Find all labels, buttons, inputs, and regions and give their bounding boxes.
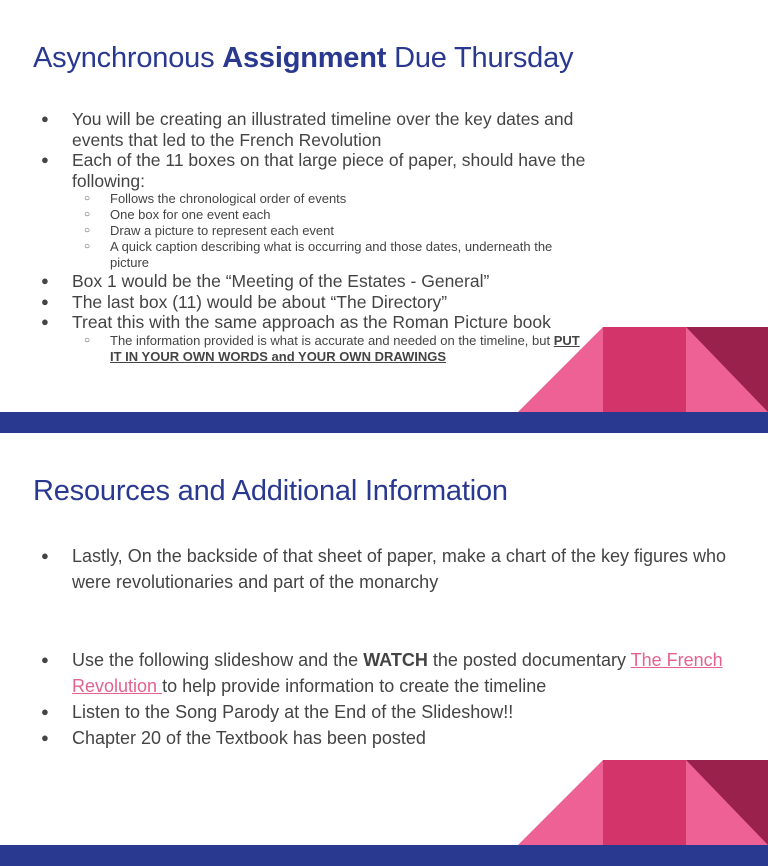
bullet-item [34, 271, 594, 292]
bullet-item [34, 150, 594, 271]
sub-bullet-item [72, 223, 594, 239]
sub-bullet-item [72, 207, 594, 223]
bold-watch: WATCH [363, 650, 428, 670]
bullet-text: the posted documentary [427, 650, 631, 670]
bullet-item [34, 543, 734, 595]
sub-bullet-text: A quick caption describing what is occurring and those dates, underneath the picture [110, 239, 553, 270]
sub-bullet-list [34, 333, 594, 365]
bullet-item [34, 109, 594, 150]
sub-bullet-text: Follows the chronological order of events [110, 191, 347, 206]
bullet-text: Each of the 11 boxes on that large piece of paper, should have the following: [72, 150, 586, 191]
sub-bullet-item [72, 333, 594, 365]
bullet-item [34, 312, 594, 365]
bullet-item [34, 699, 734, 725]
pink-rect [603, 327, 686, 412]
sub-bullet-text: One box for one event each [110, 207, 271, 222]
pink-triangle [518, 760, 603, 845]
bullet-item [34, 292, 594, 313]
title-bold-part: Assignment [222, 42, 387, 74]
pink-triangle [518, 327, 603, 412]
title-part-1: Asynchronous [33, 42, 223, 74]
sub-bullet-text: The information provided is what is accurate and needed on the timeline, but [110, 332, 554, 348]
decorative-triangles [518, 327, 768, 412]
bullet-text: Listen to the Song Parody at the End of the Slideshow!! [72, 702, 514, 722]
bullet-text: to help provide information to create the timeline [162, 676, 547, 696]
slide-2 [0, 433, 768, 866]
bullet-text: Box 1 would be the “Meeting of the Estates - General” [72, 271, 490, 291]
sub-bullet-list [34, 191, 594, 271]
bullet-text: You will be creating an illustrated timeline over the key dates and events that led to the French Revolution [72, 109, 574, 150]
sub-bullet-text: Draw a picture to represent each event [110, 223, 335, 238]
footer-bar [0, 412, 768, 433]
footer-bar [0, 845, 768, 866]
sub-bullet-item [72, 239, 594, 271]
pink-rect [603, 760, 686, 845]
documentary-link[interactable]: The French Revolution [72, 650, 723, 696]
slide-1-title [33, 42, 573, 75]
assignment-bullet-list [34, 109, 594, 365]
resources-bullet-list-2 [34, 647, 734, 751]
resources-bullet-list-1 [34, 543, 734, 595]
bullet-item [34, 647, 734, 699]
decorative-triangles [518, 760, 768, 845]
sub-bullet-item [72, 191, 594, 207]
bullet-text: The last box (11) would be about “The Directory” [72, 291, 448, 312]
slide-2-title: Resources and Additional Information [33, 475, 508, 507]
bullet-text: Lastly, On the backside of that sheet of paper, make a chart of the key figures who were revolutionaries and part of the monarchy [72, 546, 727, 592]
bullet-item [34, 725, 734, 751]
title-part-3: Due Thursday [386, 42, 574, 74]
bullet-text: Treat this with the same approach as the Roman Picture book [72, 312, 551, 332]
emphasis-text: PUT IT IN YOUR OWN WORDS and YOUR OWN DRAWINGS [110, 332, 580, 364]
bullet-text: Chapter 20 of the Textbook has been posted [72, 728, 426, 748]
bullet-text: Use the following slideshow and the [72, 650, 364, 670]
